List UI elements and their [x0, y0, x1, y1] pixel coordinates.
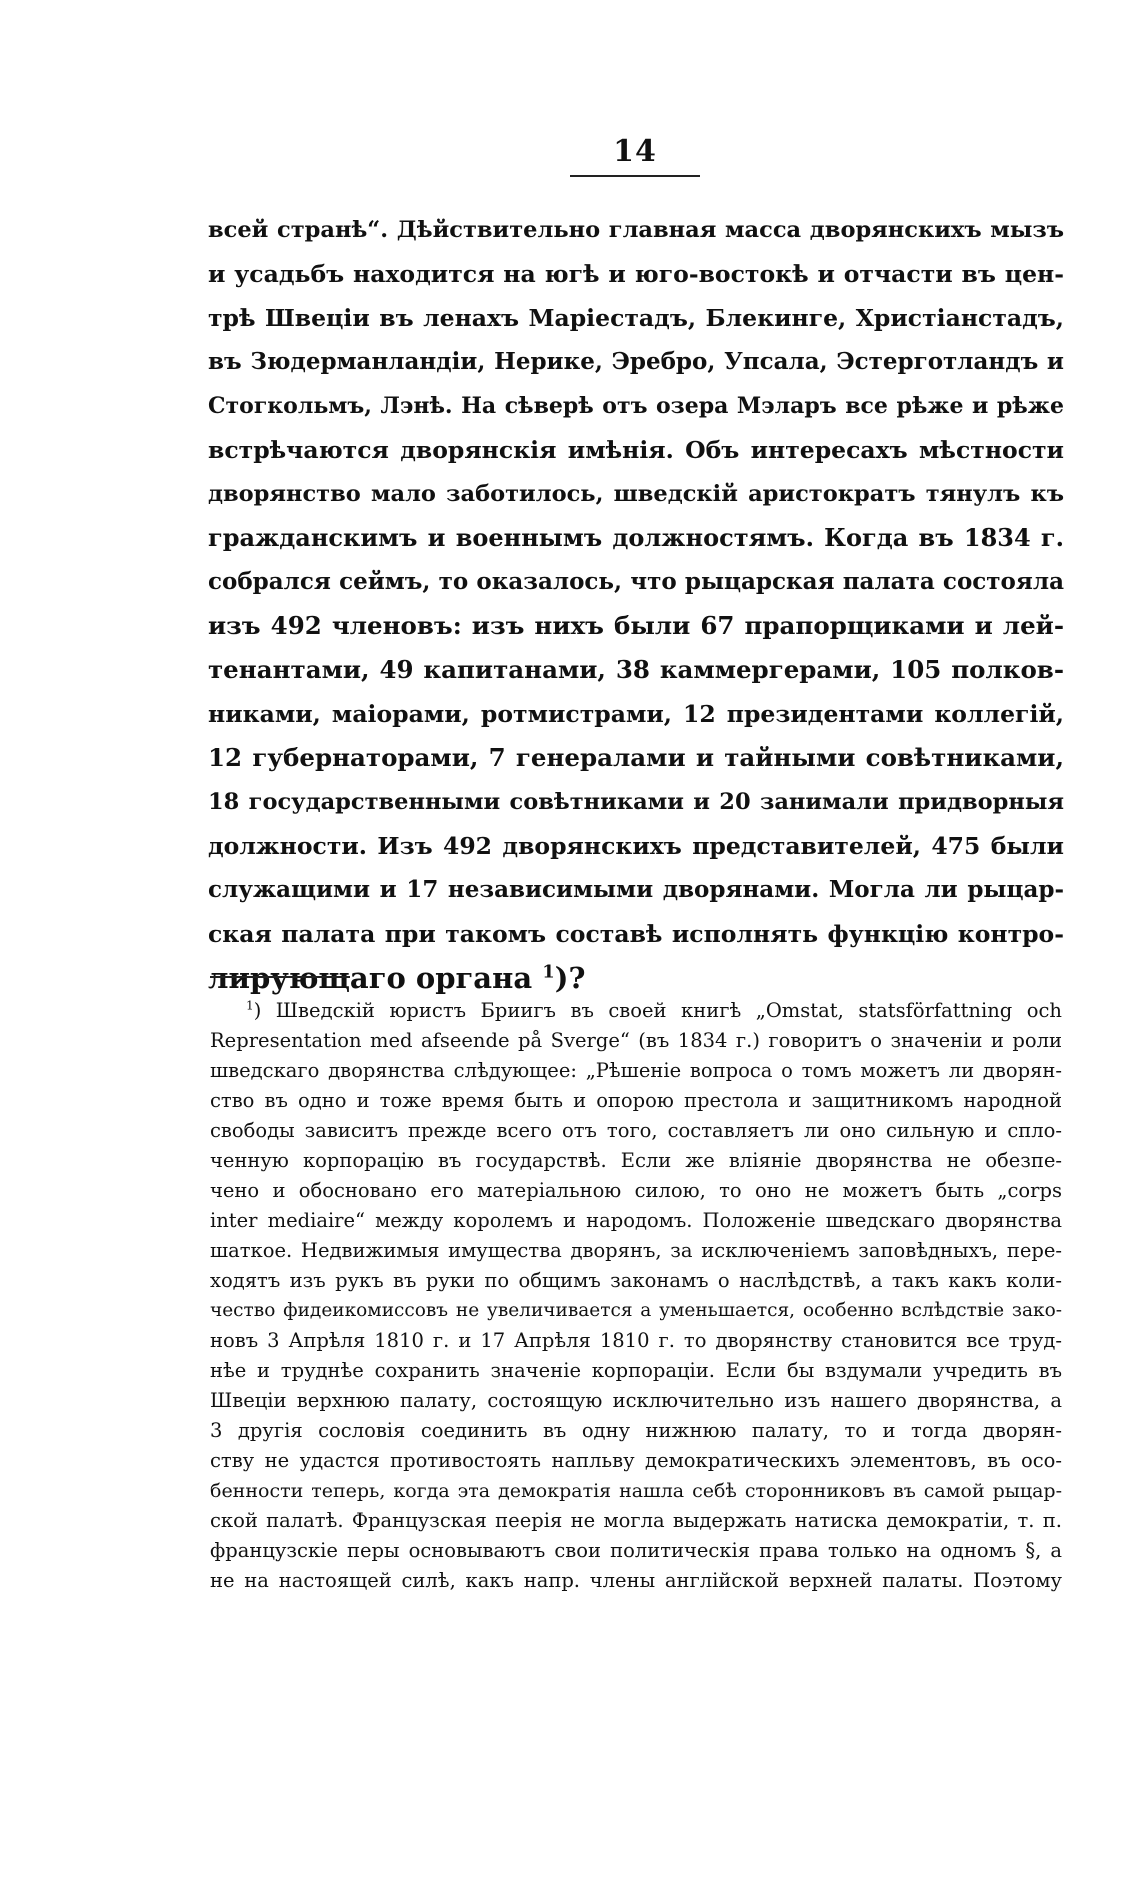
main-text-line: всей странѣ“. Дѣйствительно главная масса дворянскихъ мызъ [208, 217, 1064, 243]
footnote-line: бенности теперь, когда эта демократія нашла себѣ сторонниковъ въ самой рыцар- [210, 1480, 1062, 1502]
footnote-reference[interactable]: 1 [542, 961, 555, 983]
main-text-line: встрѣчаются дворянскія имѣнія. Объ интересахъ мѣстности [208, 436, 1064, 464]
footnote-line: не на настоящей силѣ, какъ напр. члены англійской верхней палаты. Поэтому [210, 1569, 1062, 1592]
main-text-last-line [208, 956, 1064, 1000]
footnote-line: ской палатѣ. Французская пеерія не могла выдержать натиска демократіи, т. п. [210, 1509, 1062, 1532]
footnote-line: новъ 3 Апрѣля 1810 г. и 17 Апрѣля 1810 г. то дворянству становится все труд- [210, 1329, 1062, 1352]
main-text-line: гражданскимъ и военнымъ должностямъ. Когда въ 1834 г. [208, 523, 1064, 552]
footnote-line: шведскаго дворянства слѣдующее: „Рѣшеніе вопроса о томъ можетъ ли дворян- [210, 1059, 1062, 1082]
main-text-line: въ Зюдерманландіи, Нерике, Эребро, Упсала, Эстерготландъ и [208, 348, 1064, 375]
footnote-line: французскіе перы основываютъ свои политическія права только на одномъ §, а [210, 1539, 1062, 1562]
main-text-line: собрался сеймъ, то оказалось, что рыцарская палата состояла [208, 568, 1064, 595]
main-text-line: должности. Изъ 492 дворянскихъ представителей, 475 были [208, 832, 1064, 860]
footnote-line: 3 другія сословія соединить въ одну нижнюю палату, то и тогда дворян- [210, 1419, 1062, 1442]
footnote-line: ству не удастся противостоять напльву демократическихъ элементовъ, въ осо- [210, 1449, 1062, 1472]
main-text-line: 18 государственными совѣтниками и 20 занимали придворныя [208, 789, 1064, 815]
footnote-line: inter mediaire“ между королемъ и народомъ. Положеніе шведскаго дворянства [210, 1209, 1062, 1232]
footnote-marker: 1 [246, 998, 254, 1013]
main-text-line: никами, маіорами, ротмистрами, 12 президентами коллегій, [208, 700, 1064, 728]
main-text-line: и усадьбъ находится на югѣ и юго-востокѣ и отчасти въ цен- [208, 260, 1064, 288]
main-text-line-end: лирующаго органа [208, 961, 533, 995]
main-text-line: Стогкольмъ, Лэнѣ. На сѣверѣ отъ озера Мэларъ все рѣже и рѣже [208, 393, 1064, 419]
footnote-line: свободы зависитъ прежде всего отъ того, составляетъ ли оно сильную и спло- [210, 1119, 1062, 1142]
main-text-line: служащими и 17 независимыми дворянами. Могла ли рыцар- [208, 876, 1064, 903]
footnote-line: чество фидеикомиссовъ не увеличивается а уменьшается, особенно вслѣдствіе зако- [210, 1300, 1062, 1321]
main-text-line: тенантами, 49 капитанами, 38 каммергерами, 105 полков- [208, 655, 1064, 684]
footnote-line: ченную корпорацію въ государствѣ. Если же вліяніе дворянства не обезпе- [210, 1149, 1062, 1172]
footnote-line: ходятъ изъ рукъ въ руки по общимъ законамъ о наслѣдствѣ, а такъ какъ коли- [210, 1269, 1062, 1292]
main-text-line: 12 губернаторами, 7 генералами и тайными совѣтниками, [208, 743, 1064, 772]
main-text-line: изъ 492 членовъ: изъ нихъ были 67 прапорщиками и лей- [208, 611, 1064, 640]
footnote-first-line [210, 996, 1062, 1026]
footnote-line: ) Шведскій юристъ Бриигъ въ своей книгѣ „Omstat, statsförfattning och [253, 999, 1062, 1022]
main-text-line: дворянство мало заботилось, шведскій аристократъ тянулъ къ [208, 481, 1064, 507]
footnote-separator [210, 976, 350, 978]
footnote-line: чено и обосновано его матеріальною силою, то оно не можетъ быть „corps [210, 1179, 1062, 1202]
main-text-line: ская палата при такомъ составѣ исполнять функцію контро- [208, 920, 1064, 948]
footnote-line: шаткое. Недвижимыя имущества дворянъ, за исключеніемъ заповѣдныхъ, пере- [210, 1239, 1062, 1262]
footnote-line: Швеціи верхнюю палату, состоящую исключительно изъ нашего дворянства, а [210, 1389, 1062, 1412]
main-text-block [208, 208, 1064, 1000]
main-text-closing: )? [554, 961, 586, 995]
page-number: 14 [613, 134, 657, 169]
footnote-line: Representation med afseende på Sverge“ (въ 1834 г.) говоритъ о значеніи и роли [210, 1029, 1062, 1052]
footnote-line: нѣе и труднѣе сохранить значеніе корпораціи. Если бы вздумали учредить въ [210, 1359, 1062, 1382]
main-text-line: трѣ Швеціи въ ленахъ Маріестадъ, Блекинге, Христіанстадъ, [208, 304, 1064, 332]
footnote-line: ство въ одно и тоже время быть и опорою престола и защитникомъ народной [210, 1089, 1062, 1112]
page-number-underline [570, 175, 700, 177]
footnote-block [210, 996, 1062, 1596]
